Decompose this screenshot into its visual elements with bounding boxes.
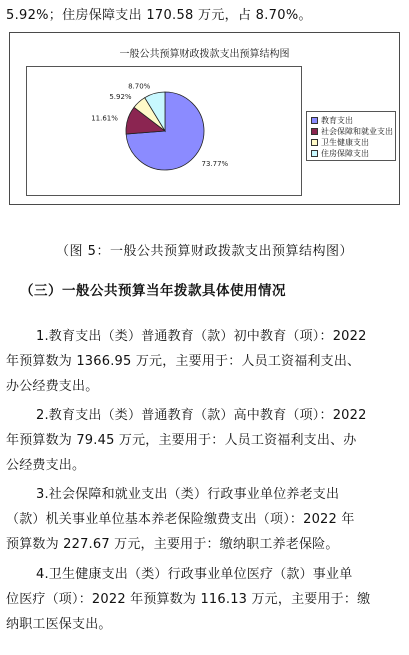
legend-item <box>311 148 369 158</box>
legend-swatch <box>311 139 318 146</box>
paragraph-line: （款）机关事业单位基本养老保险缴费支出（项）：2022 年 <box>6 512 355 527</box>
legend-label: 教育支出 <box>321 115 353 125</box>
pie-data-label: 11.61% <box>91 114 118 123</box>
plot-area <box>26 66 302 196</box>
paragraph-line: 3.社会保障和就业支出（类）行政事业单位养老支出 <box>36 487 340 502</box>
paragraph-line: 年预算数为 1366.95 万元，主要用于：人员工资福利支出、 <box>6 354 361 369</box>
section-heading: （三）一般公共预算当年拨款具体使用情况 <box>20 283 286 299</box>
pie-svg <box>27 67 301 195</box>
paragraph-line: 公经费支出。 <box>6 458 86 473</box>
paragraph-line: 4.卫生健康支出（类）行政事业单位医疗（款）事业单 <box>36 567 353 582</box>
pie-data-label: 73.77% <box>201 159 229 168</box>
legend-item <box>311 137 369 147</box>
legend-swatch <box>311 150 318 157</box>
paragraph-line: 预算数为 227.67 万元，主要用于：缴纳职工养老保险。 <box>6 537 339 552</box>
legend-label: 住房保障支出 <box>321 148 369 158</box>
paragraph-line: 位医疗（项）：2022 年预算数为 116.13 万元，主要用于：缴 <box>6 592 371 607</box>
paragraph-line: 年预算数为 79.45 万元，主要用于：人员工资福利支出、办 <box>6 433 357 448</box>
intro-text-line: 5.92%；住房保障支出 170.58 万元，占 8.70%。 <box>6 8 312 23</box>
legend-label: 社会保障和就业支出 <box>321 126 393 136</box>
legend-item <box>311 126 393 136</box>
pie-chart <box>9 32 400 205</box>
legend-swatch <box>311 117 318 124</box>
figure-caption: （图 5：一般公共预算财政拨款支出预算结构图） <box>56 244 353 259</box>
paragraph-line: 1.教育支出（类）普通教育（款）初中教育（项）：2022 <box>36 329 367 344</box>
paragraph-line: 2.教育支出（类）普通教育（款）高中教育（项）：2022 <box>36 408 367 423</box>
legend-swatch <box>311 128 318 135</box>
pie-data-label: 5.92% <box>109 93 132 102</box>
paragraph-line: 办公经费支出。 <box>6 379 99 394</box>
chart-legend <box>306 111 396 161</box>
legend-item <box>311 115 353 125</box>
legend-label: 卫生健康支出 <box>321 137 369 147</box>
paragraph-line: 纳职工医保支出。 <box>6 617 112 632</box>
chart-title: 一般公共预算财政拨款支出预算结构图 <box>119 49 290 60</box>
pie-data-label: 8.70% <box>128 82 151 91</box>
